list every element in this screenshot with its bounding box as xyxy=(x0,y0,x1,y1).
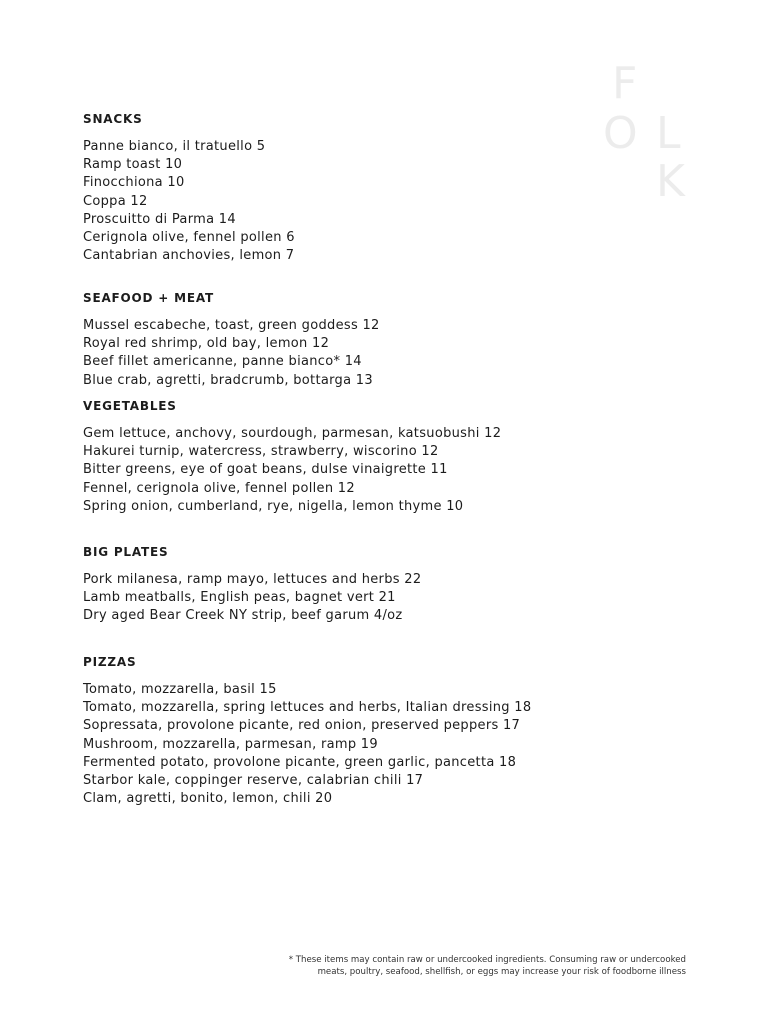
menu-item: Royal red shrimp, old bay, lemon 12 xyxy=(83,336,330,352)
health-disclaimer xyxy=(166,955,686,978)
item-list xyxy=(83,425,501,516)
menu-item: Pork milanesa, ramp mayo, lettuces and herbs 22 xyxy=(83,572,422,587)
logo-letter: K xyxy=(656,156,685,207)
menu-item: Clam, agretti, bonito, lemon, chili 20 xyxy=(83,791,333,807)
section-title: PIZZAS xyxy=(83,655,137,669)
item-list xyxy=(83,571,421,626)
menu-section-seafood-meat xyxy=(83,289,380,390)
folk-logo xyxy=(600,60,690,210)
section-title: SNACKS xyxy=(83,112,143,126)
menu-item: Panne bianco, il tratuello 5 xyxy=(83,139,266,154)
menu-item: Beef fillet americanne, panne bianco* 14 xyxy=(83,354,362,370)
menu-item: Starbor kale, coppinger reserve, calabrian chili 17 xyxy=(83,772,424,788)
disclaimer-line: meats, poultry, seafood, shellfish, or eggs may increase your risk of foodborne illness xyxy=(317,966,686,977)
menu-item: Proscuitto di Parma 14 xyxy=(83,211,236,227)
menu-item: Coppa 12 xyxy=(83,193,148,209)
item-list xyxy=(83,138,295,265)
menu-item: Hakurei turnip, watercress, strawberry, wiscorino 12 xyxy=(83,444,439,460)
menu-item: Tomato, mozzarella, spring lettuces and herbs, Italian dressing 18 xyxy=(83,700,532,716)
section-title: VEGETABLES xyxy=(83,399,177,413)
logo-letter: L xyxy=(656,108,681,159)
menu-item: Tomato, mozzarella, basil 15 xyxy=(83,682,277,697)
menu-item: Fennel, cerignola olive, fennel pollen 12 xyxy=(83,480,355,496)
menu-item: Sopressata, provolone picante, red onion, preserved peppers 17 xyxy=(83,718,521,734)
menu-item: Bitter greens, eye of goat beans, dulse vinaigrette 11 xyxy=(83,462,448,478)
menu-item: Dry aged Bear Creek NY strip, beef garum 4/oz xyxy=(83,608,403,624)
menu-item: Finocchiona 10 xyxy=(83,175,185,191)
menu-section-snacks xyxy=(83,110,295,265)
menu-item: Mussel escabeche, toast, green goddess 12 xyxy=(83,318,380,333)
disclaimer-line: * These items may contain raw or undercooked ingredients. Consuming raw or undercooked xyxy=(288,955,686,965)
section-title: BIG PLATES xyxy=(83,545,169,559)
menu-item: Cantabrian anchovies, lemon 7 xyxy=(83,248,295,264)
menu-section-pizzas xyxy=(83,653,531,808)
menu-item: Gem lettuce, anchovy, sourdough, parmesan, katsuobushi 12 xyxy=(83,426,502,441)
logo-letter: F xyxy=(612,58,638,109)
menu-item: Mushroom, mozzarella, parmesan, ramp 19 xyxy=(83,736,378,752)
menu-item: Ramp toast 10 xyxy=(83,157,183,173)
logo-letter: O xyxy=(603,108,638,159)
item-list xyxy=(83,681,531,808)
menu-item: Spring onion, cumberland, rye, nigella, lemon thyme 10 xyxy=(83,498,464,514)
menu-item: Blue crab, agretti, bradcrumb, bottarga 13 xyxy=(83,372,373,388)
menu-item: Cerignola olive, fennel pollen 6 xyxy=(83,229,295,245)
menu-section-big-plates xyxy=(83,543,421,626)
section-title: SEAFOOD + MEAT xyxy=(83,291,214,305)
menu-item: Lamb meatballs, English peas, bagnet vert 21 xyxy=(83,590,396,606)
menu-item: Fermented potato, provolone picante, green garlic, pancetta 18 xyxy=(83,754,517,770)
item-list xyxy=(83,317,380,390)
menu-section-vegetables xyxy=(83,397,501,516)
